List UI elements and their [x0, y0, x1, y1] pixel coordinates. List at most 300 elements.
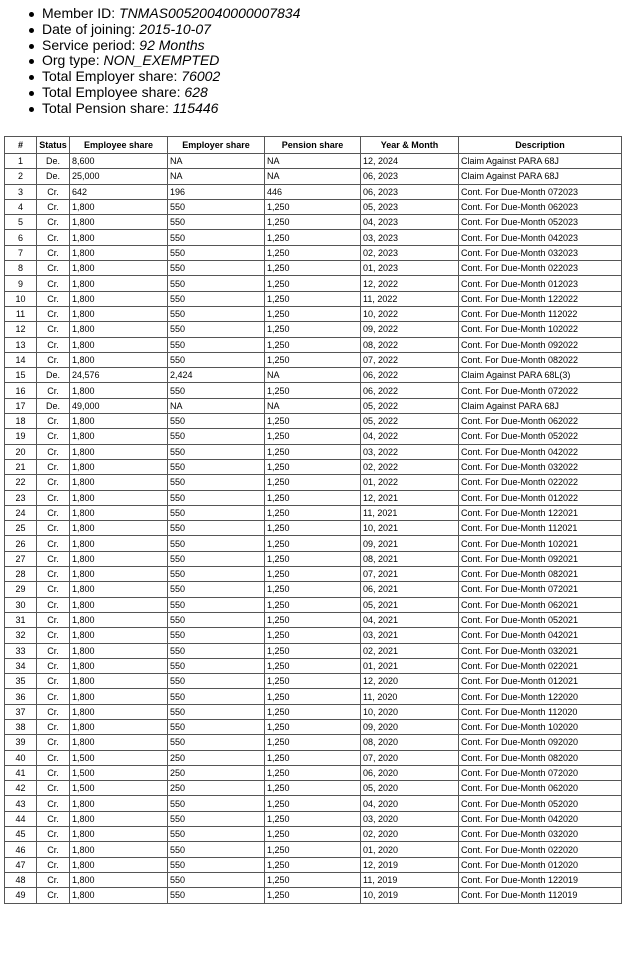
- cell-employer-share: 550: [168, 505, 265, 520]
- cell-status: Cr.: [37, 505, 70, 520]
- table-row: [5, 383, 622, 398]
- cell-employer-share: 250: [168, 765, 265, 780]
- cell-employee-share: 24,576: [70, 368, 168, 383]
- cell-pension-share: 1,250: [265, 521, 361, 536]
- cell-description: Cont. For Due-Month 062022: [459, 414, 622, 429]
- table-row: [5, 719, 622, 734]
- cell-status: Cr.: [37, 796, 70, 811]
- cell-status: Cr.: [37, 750, 70, 765]
- table-row: [5, 674, 622, 689]
- summary-value: 628: [184, 83, 208, 100]
- cell-employer-share: 550: [168, 658, 265, 673]
- cell-employee-share: 1,800: [70, 597, 168, 612]
- table-row: [5, 521, 622, 536]
- cell-row-number: 36: [5, 689, 37, 704]
- cell-description: Cont. For Due-Month 102022: [459, 322, 622, 337]
- column-header-employer-share: Employer share: [168, 137, 265, 154]
- cell-year-month: 08, 2020: [361, 735, 459, 750]
- column-header-pension-share: Pension share: [265, 137, 361, 154]
- cell-employer-share: 550: [168, 383, 265, 398]
- cell-description: Cont. For Due-Month 042023: [459, 230, 622, 245]
- cell-employer-share: 550: [168, 444, 265, 459]
- cell-year-month: 07, 2022: [361, 352, 459, 367]
- cell-employer-share: 550: [168, 872, 265, 887]
- cell-pension-share: 1,250: [265, 551, 361, 566]
- cell-description: Cont. For Due-Month 112019: [459, 888, 622, 903]
- cell-employee-share: 1,800: [70, 704, 168, 719]
- cell-year-month: 07, 2021: [361, 567, 459, 582]
- cell-employer-share: 550: [168, 475, 265, 490]
- cell-year-month: 10, 2020: [361, 704, 459, 719]
- table-row: [5, 536, 622, 551]
- cell-employee-share: 1,500: [70, 765, 168, 780]
- table-row: [5, 597, 622, 612]
- cell-description: Cont. For Due-Month 032023: [459, 245, 622, 260]
- summary-item: [42, 69, 300, 85]
- table-row: [5, 169, 622, 184]
- cell-row-number: 4: [5, 199, 37, 214]
- cell-employer-share: NA: [168, 169, 265, 184]
- cell-employer-share: 550: [168, 704, 265, 719]
- cell-row-number: 30: [5, 597, 37, 612]
- cell-description: Cont. For Due-Month 032022: [459, 459, 622, 474]
- cell-year-month: 02, 2023: [361, 245, 459, 260]
- cell-employee-share: 1,800: [70, 245, 168, 260]
- cell-row-number: 24: [5, 505, 37, 520]
- cell-status: Cr.: [37, 490, 70, 505]
- table-row: [5, 582, 622, 597]
- cell-year-month: 10, 2019: [361, 888, 459, 903]
- cell-employee-share: 1,800: [70, 352, 168, 367]
- cell-employee-share: 1,800: [70, 505, 168, 520]
- cell-row-number: 27: [5, 551, 37, 566]
- cell-pension-share: 1,250: [265, 704, 361, 719]
- cell-row-number: 44: [5, 811, 37, 826]
- cell-row-number: 6: [5, 230, 37, 245]
- cell-employer-share: 550: [168, 199, 265, 214]
- cell-employee-share: 1,800: [70, 337, 168, 352]
- cell-pension-share: NA: [265, 368, 361, 383]
- cell-employer-share: 550: [168, 291, 265, 306]
- cell-pension-share: 1,250: [265, 781, 361, 796]
- cell-year-month: 04, 2023: [361, 215, 459, 230]
- cell-status: Cr.: [37, 429, 70, 444]
- cell-description: Cont. For Due-Month 052021: [459, 612, 622, 627]
- cell-employer-share: 550: [168, 612, 265, 627]
- cell-description: Cont. For Due-Month 092020: [459, 735, 622, 750]
- cell-employer-share: 250: [168, 781, 265, 796]
- cell-status: Cr.: [37, 658, 70, 673]
- table-row: [5, 276, 622, 291]
- cell-row-number: 47: [5, 857, 37, 872]
- cell-pension-share: 1,250: [265, 414, 361, 429]
- cell-row-number: 39: [5, 735, 37, 750]
- table-row: [5, 306, 622, 321]
- cell-year-month: 06, 2020: [361, 765, 459, 780]
- cell-status: Cr.: [37, 276, 70, 291]
- cell-row-number: 40: [5, 750, 37, 765]
- cell-pension-share: 1,250: [265, 765, 361, 780]
- cell-employer-share: 550: [168, 674, 265, 689]
- cell-status: De.: [37, 169, 70, 184]
- table-row: [5, 154, 622, 169]
- column-header-row-number: #: [5, 137, 37, 154]
- cell-pension-share: 1,250: [265, 230, 361, 245]
- cell-description: Cont. For Due-Month 012021: [459, 674, 622, 689]
- cell-employee-share: 1,800: [70, 872, 168, 887]
- member-summary-list: [0, 6, 300, 117]
- summary-label: Member ID:: [42, 5, 116, 21]
- cell-pension-share: 1,250: [265, 276, 361, 291]
- summary-label: Service period:: [42, 36, 136, 53]
- cell-employer-share: 550: [168, 429, 265, 444]
- cell-description: Cont. For Due-Month 022023: [459, 261, 622, 276]
- summary-value: 92 Months: [139, 36, 205, 53]
- cell-employer-share: 550: [168, 811, 265, 826]
- cell-employee-share: 1,800: [70, 612, 168, 627]
- table-row: [5, 750, 622, 765]
- cell-row-number: 2: [5, 169, 37, 184]
- column-header-employee-share: Employee share: [70, 137, 168, 154]
- cell-employee-share: 1,800: [70, 521, 168, 536]
- cell-description: Cont. For Due-Month 102020: [459, 719, 622, 734]
- cell-year-month: 08, 2021: [361, 551, 459, 566]
- summary-value: TNMAS00520040000007834: [119, 5, 301, 21]
- cell-row-number: 8: [5, 261, 37, 276]
- cell-year-month: 06, 2023: [361, 169, 459, 184]
- cell-employee-share: 8,600: [70, 154, 168, 169]
- cell-employer-share: 550: [168, 245, 265, 260]
- cell-description: Cont. For Due-Month 022022: [459, 475, 622, 490]
- cell-year-month: 12, 2020: [361, 674, 459, 689]
- cell-description: Cont. For Due-Month 082021: [459, 567, 622, 582]
- table-row: [5, 612, 622, 627]
- cell-pension-share: 1,250: [265, 505, 361, 520]
- cell-pension-share: 1,250: [265, 199, 361, 214]
- cell-employer-share: 550: [168, 689, 265, 704]
- cell-pension-share: 1,250: [265, 643, 361, 658]
- table-row: [5, 215, 622, 230]
- cell-row-number: 20: [5, 444, 37, 459]
- cell-row-number: 11: [5, 306, 37, 321]
- table-row: [5, 704, 622, 719]
- cell-row-number: 43: [5, 796, 37, 811]
- cell-description: Cont. For Due-Month 042020: [459, 811, 622, 826]
- cell-pension-share: 1,250: [265, 674, 361, 689]
- cell-status: Cr.: [37, 322, 70, 337]
- cell-pension-share: 1,250: [265, 888, 361, 903]
- cell-employer-share: 550: [168, 719, 265, 734]
- cell-employer-share: 550: [168, 796, 265, 811]
- cell-employee-share: 1,800: [70, 322, 168, 337]
- cell-pension-share: 1,250: [265, 597, 361, 612]
- cell-employee-share: 1,800: [70, 827, 168, 842]
- table-row: [5, 735, 622, 750]
- cell-status: Cr.: [37, 872, 70, 887]
- cell-employee-share: 1,800: [70, 459, 168, 474]
- cell-employer-share: 550: [168, 414, 265, 429]
- table-row: [5, 811, 622, 826]
- cell-status: Cr.: [37, 674, 70, 689]
- cell-row-number: 13: [5, 337, 37, 352]
- cell-status: Cr.: [37, 628, 70, 643]
- cell-description: Cont. For Due-Month 112021: [459, 521, 622, 536]
- cell-employer-share: 550: [168, 827, 265, 842]
- cell-employee-share: 1,800: [70, 261, 168, 276]
- summary-item: [42, 38, 300, 54]
- cell-status: De.: [37, 154, 70, 169]
- cell-status: Cr.: [37, 459, 70, 474]
- table-row: [5, 352, 622, 367]
- cell-employee-share: 1,800: [70, 674, 168, 689]
- cell-row-number: 28: [5, 567, 37, 582]
- cell-employer-share: 550: [168, 230, 265, 245]
- table-row: [5, 796, 622, 811]
- table-row: [5, 199, 622, 214]
- cell-status: Cr.: [37, 582, 70, 597]
- cell-year-month: 09, 2022: [361, 322, 459, 337]
- cell-row-number: 49: [5, 888, 37, 903]
- cell-year-month: 06, 2021: [361, 582, 459, 597]
- cell-status: Cr.: [37, 184, 70, 199]
- cell-pension-share: 1,250: [265, 444, 361, 459]
- cell-status: Cr.: [37, 567, 70, 582]
- cell-employee-share: 1,800: [70, 291, 168, 306]
- cell-row-number: 5: [5, 215, 37, 230]
- cell-year-month: 05, 2022: [361, 414, 459, 429]
- cell-year-month: 01, 2022: [361, 475, 459, 490]
- cell-year-month: 04, 2020: [361, 796, 459, 811]
- cell-status: Cr.: [37, 199, 70, 214]
- cell-employer-share: 550: [168, 643, 265, 658]
- cell-status: Cr.: [37, 352, 70, 367]
- cell-employer-share: 550: [168, 306, 265, 321]
- cell-year-month: 01, 2021: [361, 658, 459, 673]
- summary-label: Total Employee share:: [42, 83, 181, 100]
- summary-item: [42, 22, 300, 38]
- summary-value: 2015-10-07: [139, 20, 211, 37]
- table-row: [5, 567, 622, 582]
- cell-pension-share: 1,250: [265, 842, 361, 857]
- cell-year-month: 02, 2021: [361, 643, 459, 658]
- cell-year-month: 12, 2022: [361, 276, 459, 291]
- cell-status: Cr.: [37, 414, 70, 429]
- cell-status: Cr.: [37, 306, 70, 321]
- summary-label: Total Employer share:: [42, 68, 178, 85]
- cell-pension-share: 1,250: [265, 306, 361, 321]
- cell-description: Cont. For Due-Month 072022: [459, 383, 622, 398]
- cell-year-month: 05, 2021: [361, 597, 459, 612]
- passbook-table: [4, 136, 622, 904]
- cell-description: Cont. For Due-Month 042022: [459, 444, 622, 459]
- cell-year-month: 04, 2021: [361, 612, 459, 627]
- cell-row-number: 19: [5, 429, 37, 444]
- cell-status: Cr.: [37, 689, 70, 704]
- cell-employee-share: 1,800: [70, 735, 168, 750]
- summary-item: [42, 6, 300, 22]
- cell-pension-share: NA: [265, 398, 361, 413]
- cell-year-month: 12, 2021: [361, 490, 459, 505]
- cell-year-month: 06, 2023: [361, 184, 459, 199]
- cell-employer-share: 196: [168, 184, 265, 199]
- cell-row-number: 33: [5, 643, 37, 658]
- cell-pension-share: 1,250: [265, 245, 361, 260]
- cell-year-month: 01, 2023: [361, 261, 459, 276]
- cell-employer-share: 550: [168, 322, 265, 337]
- cell-pension-share: 1,250: [265, 735, 361, 750]
- cell-row-number: 26: [5, 536, 37, 551]
- cell-employer-share: 550: [168, 842, 265, 857]
- cell-description: Cont. For Due-Month 072021: [459, 582, 622, 597]
- cell-pension-share: 1,250: [265, 658, 361, 673]
- cell-employer-share: 250: [168, 750, 265, 765]
- table-row: [5, 230, 622, 245]
- cell-status: De.: [37, 368, 70, 383]
- cell-pension-share: 1,250: [265, 322, 361, 337]
- cell-description: Cont. For Due-Month 062020: [459, 781, 622, 796]
- cell-description: Claim Against PARA 68J: [459, 169, 622, 184]
- cell-employer-share: 550: [168, 582, 265, 597]
- cell-employee-share: 1,800: [70, 429, 168, 444]
- cell-row-number: 29: [5, 582, 37, 597]
- cell-pension-share: 1,250: [265, 719, 361, 734]
- cell-year-month: 03, 2022: [361, 444, 459, 459]
- column-header-description: Description: [459, 137, 622, 154]
- cell-employer-share: 550: [168, 490, 265, 505]
- table-row: [5, 827, 622, 842]
- cell-row-number: 35: [5, 674, 37, 689]
- cell-status: Cr.: [37, 781, 70, 796]
- cell-employer-share: 550: [168, 536, 265, 551]
- cell-employer-share: NA: [168, 398, 265, 413]
- cell-status: Cr.: [37, 291, 70, 306]
- cell-status: Cr.: [37, 245, 70, 260]
- cell-employee-share: 1,800: [70, 689, 168, 704]
- summary-item: [42, 85, 300, 101]
- column-header-status: Status: [37, 137, 70, 154]
- cell-employer-share: 550: [168, 521, 265, 536]
- cell-employer-share: 550: [168, 261, 265, 276]
- table-row: [5, 429, 622, 444]
- cell-pension-share: 1,250: [265, 429, 361, 444]
- cell-status: Cr.: [37, 765, 70, 780]
- cell-description: Claim Against PARA 68J: [459, 398, 622, 413]
- table-row: [5, 261, 622, 276]
- cell-year-month: 07, 2020: [361, 750, 459, 765]
- cell-employer-share: 550: [168, 551, 265, 566]
- cell-pension-share: 1,250: [265, 459, 361, 474]
- cell-row-number: 12: [5, 322, 37, 337]
- cell-description: Cont. For Due-Month 052023: [459, 215, 622, 230]
- cell-row-number: 45: [5, 827, 37, 842]
- table-row: [5, 475, 622, 490]
- cell-employee-share: 1,800: [70, 857, 168, 872]
- cell-description: Claim Against PARA 68L(3): [459, 368, 622, 383]
- cell-description: Cont. For Due-Month 092021: [459, 551, 622, 566]
- cell-employee-share: 49,000: [70, 398, 168, 413]
- table-row: [5, 505, 622, 520]
- cell-employer-share: 550: [168, 352, 265, 367]
- cell-row-number: 22: [5, 475, 37, 490]
- cell-description: Cont. For Due-Month 122022: [459, 291, 622, 306]
- table-row: [5, 781, 622, 796]
- table-row: [5, 551, 622, 566]
- cell-status: Cr.: [37, 475, 70, 490]
- cell-employee-share: 1,500: [70, 781, 168, 796]
- cell-description: Cont. For Due-Month 012022: [459, 490, 622, 505]
- cell-year-month: 05, 2023: [361, 199, 459, 214]
- table-row: [5, 842, 622, 857]
- cell-pension-share: 1,250: [265, 383, 361, 398]
- cell-year-month: 11, 2020: [361, 689, 459, 704]
- cell-pension-share: 1,250: [265, 536, 361, 551]
- cell-row-number: 3: [5, 184, 37, 199]
- cell-status: Cr.: [37, 811, 70, 826]
- cell-employee-share: 642: [70, 184, 168, 199]
- cell-employee-share: 1,800: [70, 490, 168, 505]
- summary-value: 115446: [172, 99, 219, 116]
- cell-row-number: 7: [5, 245, 37, 260]
- cell-description: Cont. For Due-Month 082022: [459, 352, 622, 367]
- table-row: [5, 291, 622, 306]
- cell-year-month: 04, 2022: [361, 429, 459, 444]
- cell-status: Cr.: [37, 735, 70, 750]
- table-row: [5, 368, 622, 383]
- cell-pension-share: 1,250: [265, 337, 361, 352]
- summary-label: Org type:: [42, 52, 100, 69]
- cell-description: Cont. For Due-Month 052020: [459, 796, 622, 811]
- cell-row-number: 18: [5, 414, 37, 429]
- cell-employee-share: 1,800: [70, 306, 168, 321]
- cell-employee-share: 1,800: [70, 888, 168, 903]
- summary-item: [42, 101, 300, 117]
- cell-row-number: 1: [5, 154, 37, 169]
- cell-employee-share: 1,800: [70, 842, 168, 857]
- cell-status: Cr.: [37, 215, 70, 230]
- cell-row-number: 41: [5, 765, 37, 780]
- cell-employer-share: 550: [168, 276, 265, 291]
- cell-pension-share: 1,250: [265, 827, 361, 842]
- table-row: [5, 689, 622, 704]
- cell-pension-share: 1,250: [265, 215, 361, 230]
- cell-row-number: 31: [5, 612, 37, 627]
- cell-year-month: 11, 2022: [361, 291, 459, 306]
- cell-employee-share: 1,800: [70, 444, 168, 459]
- cell-status: Cr.: [37, 827, 70, 842]
- cell-year-month: 06, 2022: [361, 368, 459, 383]
- cell-year-month: 03, 2020: [361, 811, 459, 826]
- cell-description: Cont. For Due-Month 112020: [459, 704, 622, 719]
- cell-row-number: 48: [5, 872, 37, 887]
- cell-description: Cont. For Due-Month 022021: [459, 658, 622, 673]
- cell-employer-share: 2,424: [168, 368, 265, 383]
- summary-label: Total Pension share:: [42, 99, 169, 116]
- cell-description: Cont. For Due-Month 122021: [459, 505, 622, 520]
- cell-row-number: 42: [5, 781, 37, 796]
- cell-description: Cont. For Due-Month 012020: [459, 857, 622, 872]
- cell-employee-share: 1,800: [70, 199, 168, 214]
- cell-pension-share: 1,250: [265, 582, 361, 597]
- cell-row-number: 25: [5, 521, 37, 536]
- cell-description: Cont. For Due-Month 062021: [459, 597, 622, 612]
- table-header-row: [5, 137, 622, 154]
- table-row: [5, 872, 622, 887]
- cell-pension-share: 1,250: [265, 291, 361, 306]
- cell-employee-share: 1,800: [70, 551, 168, 566]
- cell-pension-share: 446: [265, 184, 361, 199]
- cell-employee-share: 1,800: [70, 276, 168, 291]
- cell-description: Claim Against PARA 68J: [459, 154, 622, 169]
